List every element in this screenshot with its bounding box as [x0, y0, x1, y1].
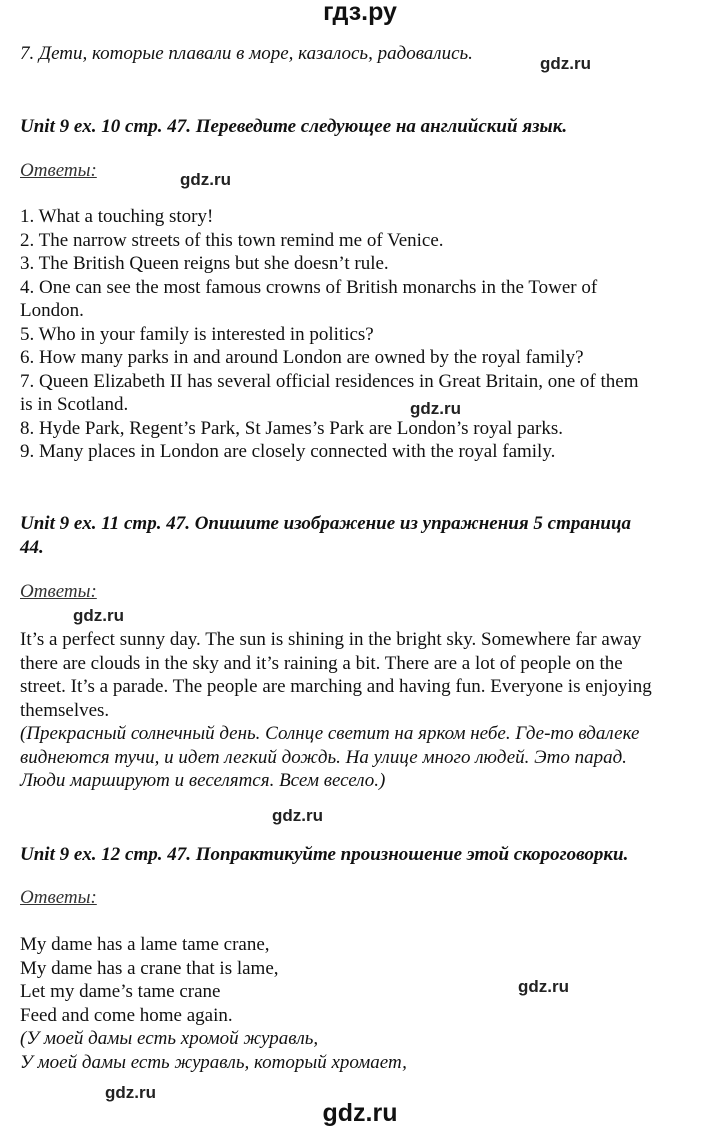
description-english	[20, 628, 652, 722]
text-line: there are clouds in the sky and it’s raining a bit. There are a lot of people on the	[20, 652, 623, 674]
watermark: gdz.ru	[410, 399, 461, 418]
section-heading-ex10: Unit 9 ex. 10 стр. 47. Переведите следующее на английский язык.	[20, 116, 568, 137]
section-heading-ex11-cont: 44.	[20, 537, 44, 558]
text-line: themselves.	[20, 699, 110, 721]
site-footer-title: gdz.ru	[322, 1099, 398, 1127]
list-item: 5. Who in your family is interested in politics?	[20, 323, 374, 345]
watermark: gdz.ru	[518, 977, 569, 996]
answers-label-ex10: Ответы:	[20, 160, 97, 181]
list-item: 2. The narrow streets of this town remind me of Venice.	[20, 229, 444, 251]
text-line: (Прекрасный солнечный день. Солнце светит на ярком небе. Где-то вдалеке	[20, 723, 640, 744]
answers-label-ex11: Ответы:	[20, 581, 97, 602]
tongue-twister-russian	[20, 1027, 407, 1074]
answers-label-ex12: Ответы:	[20, 887, 97, 908]
list-item: 1. What a touching story!	[20, 206, 214, 227]
section-heading-ex12: Unit 9 ex. 12 стр. 47. Попрактикуйте произношение этой скороговорки.	[20, 844, 629, 865]
watermark: gdz.ru	[73, 606, 124, 625]
watermark: gdz.ru	[540, 54, 591, 73]
list-item: 3. The British Queen reigns but she doesn’t rule.	[20, 253, 389, 274]
text-line: У моей дамы есть журавль, который хромает,	[20, 1051, 407, 1073]
list-item: 6. How many parks in and around London are owned by the royal family?	[20, 347, 584, 368]
translation-list	[20, 205, 639, 464]
list-item: 8. Hyde Park, Regent’s Park, St James’s Park are London’s royal parks.	[20, 417, 563, 439]
poem-line: My dame has a lame tame crane,	[20, 934, 270, 955]
text-line: Люди маршируют и веселятся. Всем весело.)	[20, 770, 386, 791]
text-line: виднеются тучи, и идет легкий дождь. На улице много людей. Это парад.	[20, 746, 627, 768]
list-item: 7. Queen Elizabeth II has several official residences in Great Britain, one of them	[20, 370, 639, 392]
list-item: 4. One can see the most famous crowns of British monarchs in the Tower of	[20, 276, 598, 298]
section-heading-ex11: Unit 9 ex. 11 стр. 47. Опишите изображение из упражнения 5 страница	[20, 513, 632, 534]
text-line: It’s a perfect sunny day. The sun is shining in the bright sky. Somewhere far away	[20, 629, 642, 650]
list-item: 9. Many places in London are closely connected with the royal family.	[20, 441, 556, 462]
watermark: gdz.ru	[180, 170, 231, 189]
list-item: London.	[20, 300, 84, 321]
text-line: street. It’s a parade. The people are marching and having fun. Everyone is enjoying	[20, 676, 652, 697]
watermark: gdz.ru	[105, 1083, 156, 1102]
watermark: gdz.ru	[272, 806, 323, 825]
top-sentence: 7. Дети, которые плавали в море, казалось, радовались.	[20, 43, 473, 64]
tongue-twister	[20, 933, 279, 1027]
list-item: is in Scotland.	[20, 394, 129, 415]
text-line: (У моей дамы есть хромой журавль,	[20, 1028, 319, 1049]
description-russian	[20, 722, 639, 793]
site-header-title: гдз.ру	[323, 0, 397, 26]
poem-line: Let my dame’s tame crane	[20, 981, 221, 1002]
poem-line: Feed and come home again.	[20, 1004, 233, 1026]
poem-line: My dame has a crane that is lame,	[20, 957, 279, 979]
